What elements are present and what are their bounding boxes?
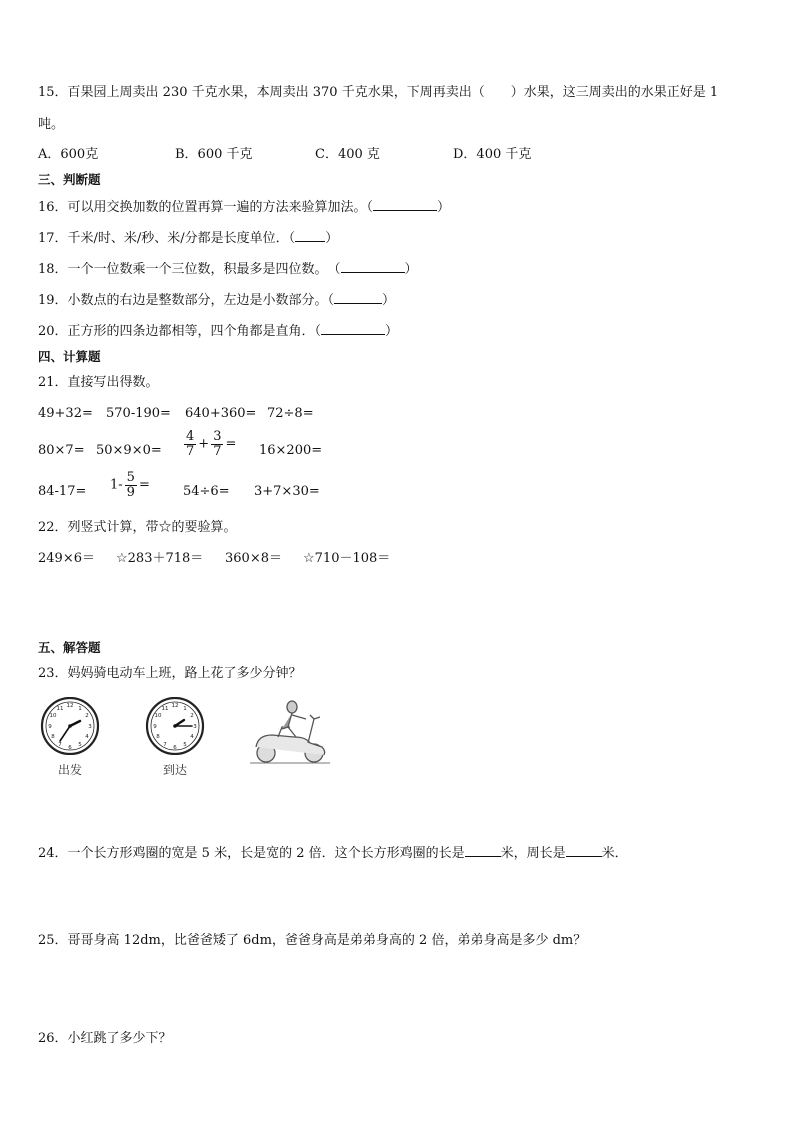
svg-text:12: 12 [171,703,179,709]
svg-text:3: 3 [193,724,197,730]
svg-text:5: 5 [183,742,187,748]
fraction-denominator: 7 [213,444,222,459]
q19-text: 19．小数点的右边是整数部分，左边是小数部分。（ [38,293,335,308]
svg-text:6: 6 [68,745,72,751]
q21-r2-d: 16×200= [259,443,323,458]
q18-text: 18．一个一位数乘一个三位数，积最多是四位数。 （ [38,262,341,277]
svg-text:3: 3 [88,724,92,730]
clock-icon [143,697,207,755]
svg-text:12: 12 [66,703,74,709]
fraction-denominator: 9 [126,485,135,500]
q20-text: 20．正方形的四条边都相等，四个角都是直角．（ [38,324,322,339]
q18-close: ） [404,262,418,277]
q21-r1-b: 570-190= [106,406,171,421]
q17-blank [295,228,325,242]
q17-close: ） [325,231,339,246]
clock-icon [38,697,102,755]
arrival-clock [143,697,207,778]
q20 [38,321,398,341]
svg-text:11: 11 [161,706,169,712]
q19-close: ） [382,293,396,308]
q26: 26．小红跳了多少下？ [38,1031,172,1046]
q22-item-3: 360×8＝ [225,551,282,566]
q16-text: 16．可以用交换加数的位置再算一遍的方法来验算加法。（ [38,200,374,215]
q17 [38,228,338,248]
q25: 25．哥哥身高 12dm，比爸爸矮了 6dm，爸爸身高是弟弟身高的 2 倍，弟弟身高是多少 dm？ [38,933,587,948]
q17-text: 17．千米/时、米/秒、米/分都是长度单位．（ [38,231,296,246]
svg-text:9: 9 [48,724,52,730]
svg-text:8: 8 [156,734,160,740]
q21-r3-a: 84-17= [38,484,87,499]
section-heading-judgement: 三、判断题 [38,172,101,187]
q15-option-d: D．400 千克 [453,147,532,162]
scooter-rider-icon [248,697,332,767]
q19 [38,290,395,310]
fraction-numerator: 5 [126,470,135,485]
svg-text:6: 6 [173,745,177,751]
plus-sign: + [198,436,210,452]
q24-part2: 米，周长是 [500,846,566,861]
fraction-numerator: 3 [213,429,222,444]
q21-r3-frac-expr [110,471,150,500]
q24-part1: 24．一个长方形鸡圈的宽是 5 米，长是宽的 2 倍．这个长方形鸡圈的长是 [38,846,465,861]
svg-text:1: 1 [78,706,82,712]
fraction-denominator: 7 [186,444,195,459]
svg-text:10: 10 [154,713,162,719]
q21-r2-frac-expr [182,430,236,459]
q21-r3-c: 54÷6= [183,484,230,499]
svg-text:5: 5 [78,742,82,748]
fraction-3-7 [211,430,223,459]
q21-title: 21．直接写出得数。 [38,375,159,390]
q19-blank [334,290,382,304]
svg-text:7: 7 [58,742,62,748]
q22-item-1: 249×6＝ [38,551,95,566]
q23-title: 23．妈妈骑电动车上班，路上花了多少分钟？ [38,666,302,681]
svg-text:9: 9 [153,724,157,730]
q20-close: ） [385,324,399,339]
q21-r1-d: 72÷8= [267,406,314,421]
svg-text:2: 2 [190,713,194,719]
q15-line1: 15．百果园上周卖出 230 千克水果，本周卖出 370 千克水果，下周再卖出（ ）水果，这三周卖出的水果正好是 1 [38,85,719,100]
one-minus: 1- [110,477,123,493]
equals-sign: = [138,477,150,493]
fraction-4-7 [184,430,196,459]
q24-blank-perimeter [566,843,602,857]
q21-r3-d: 3+7×30= [254,484,320,499]
equals-sign: = [225,436,237,452]
q22-item-4: ☆710－108＝ [303,551,391,566]
svg-text:4: 4 [190,734,194,740]
section-heading-calculation: 四、计算题 [38,349,101,364]
arrival-label: 到达 [162,763,187,777]
q21-r1-c: 640+360= [185,406,257,421]
svg-text:10: 10 [49,713,57,719]
q24-blank-length [465,843,501,857]
q15-line2: 吨。 [38,117,65,132]
q24-part3: 米． [601,846,628,861]
departure-clock [38,697,102,778]
q22-title: 22．列竖式计算，带☆的要验算。 [38,520,237,535]
svg-text:4: 4 [85,734,89,740]
q15-option-a: A．600克 [38,147,99,162]
departure-label: 出发 [57,763,82,777]
scooter-illustration [248,697,332,767]
q24 [38,843,628,863]
q21-r2-b: 50×9×0= [96,443,162,458]
q21-r1-a: 49+32= [38,406,93,421]
q15-option-b: B．600 千克 [175,147,253,162]
q16 [38,197,450,217]
svg-text:2: 2 [85,713,89,719]
q16-close: ） [437,200,451,215]
svg-text:11: 11 [56,706,64,712]
q20-blank [321,321,385,335]
q16-blank [373,197,437,211]
fraction-numerator: 4 [186,429,195,444]
fraction-5-9 [125,471,137,500]
section-heading-problems: 五、解答题 [38,640,101,655]
q21-r2-a: 80×7= [38,443,85,458]
svg-text:7: 7 [163,742,167,748]
q22-item-2: ☆283＋718＝ [116,551,204,566]
svg-text:8: 8 [51,734,55,740]
q18 [38,259,418,279]
q18-blank [341,259,405,273]
svg-text:1: 1 [183,706,187,712]
q15-option-c: C．400 克 [315,147,380,162]
